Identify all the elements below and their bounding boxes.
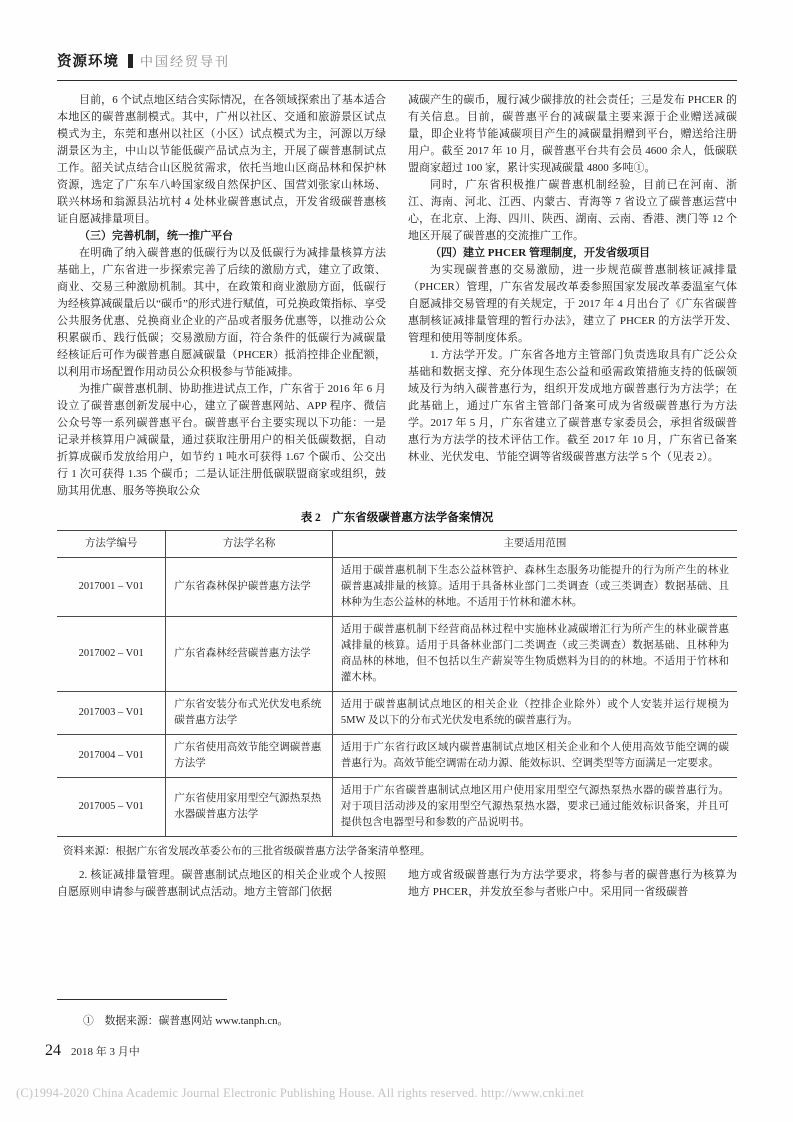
method-scope: 适用于碳普惠制试点地区的相关企业（控排企业除外）或个人安装并运行规模为 5MW 及以下的分布式光伏发电系统的碳普惠行为。 <box>332 692 737 735</box>
method-name: 广东省安装分布式光伏发电系统碳普惠方法学 <box>166 692 333 735</box>
table-header-row <box>57 531 737 558</box>
method-scope: 适用于碳普惠机制下生态公益林管护、森林生态服务功能提升的行为所产生的林业碳普惠减排量的核算。适用于具备林业部门二类调查（或三类调查）数据基础、且林种为生态公益林的林地。不适用于竹林和灌木林。 <box>332 558 737 617</box>
table-row <box>57 692 737 735</box>
paragraph: 1. 方法学开发。广东省各地方主管部门负责选取具有广泛公众基础和数据支撑、充分体现生态公益和亟需政策措施支持的低碳领域及行为纳入碳普惠行为，组织开发成地方碳普惠行为方法学；在此基础上，通过广东省主管部门备案可成为省级碳普惠行为方法学。2017 年 5 月，广东省建立了碳普惠专家委员会，承担省级碳普惠行为方法学的技术评估工作。截至 2017 年 10 月，广东省已备案林业、光伏发电、节能空调等省级碳普惠方法学 5 个（见表 2）。 <box>408 349 737 463</box>
method-name: 广东省森林保护碳普惠方法学 <box>166 558 333 617</box>
methodology-table <box>57 530 737 837</box>
left-column <box>57 92 386 500</box>
column-header-name: 方法学名称 <box>166 531 333 558</box>
method-scope: 适用于碳普惠机制下经营商品林过程中实施林业减碳增汇行为所产生的林业碳普惠减排量的核算。适用于具备林业部门二类调查（或三类调查）数据基础、且林种为商品林的林地，但不包括以生产薪炭等生物质燃料为目的的林地。不适用于竹林和灌木林。 <box>332 617 737 692</box>
bottom-columns <box>57 867 737 901</box>
section-heading-3: （三）完善机制，统一推广平台 <box>79 230 233 242</box>
column-header-scope: 主要适用范围 <box>332 531 737 558</box>
footnote-block <box>57 999 477 1028</box>
table-row <box>57 778 737 837</box>
table-row <box>57 617 737 692</box>
footnote-text: ① 数据来源：碳普惠网站 www.tanph.cn。 <box>83 1015 289 1027</box>
table-title: 表 2 广东省级碳普惠方法学备案情况 <box>300 512 494 524</box>
body-columns <box>57 92 737 500</box>
paragraph: 减碳产生的碳币，履行减少碳排放的社会责任；三是发布 PHCER 的有关信息。目前，碳普惠平台的减碳量主要来源于企业赠送减碳量，即企业将节能减碳项目产生的减碳量捐赠到平台，赠送给注册用户。截至 2017 年 10 月，碳普惠平台共有会员 4600 余人，低碳联盟商家超过 100 家，累计实现减碳量 4800 多吨①。 <box>408 94 737 174</box>
section-label: 资源环境 <box>57 54 119 70</box>
paragraph: 在明确了纳入碳普惠的低碳行为以及低碳行为减排量核算方法基础上，广东省进一步探索完善了后续的激励方式，建立了政策、商业、交易三种激励机制。其中，在政策和商业激励方面，低碳行为经核算减碳量后以“碳币”的形式进行赋值，可兑换政策指标、享受公共服务优惠、兑换商业企业的产品或者服务优惠等，以推动公众积累碳币、践行低碳；交易激励方面，符合条件的低碳行为减碳量经核证后可作为碳普惠自愿减碳量（PHCER）抵消控排企业配额，以利用市场配置作用动员公众积极参与节能减排。 <box>57 247 386 378</box>
method-id: 2017001 – V01 <box>57 558 166 617</box>
bottom-left-column <box>57 867 386 901</box>
bottom-right-column <box>408 867 737 901</box>
page-footer <box>45 1042 140 1060</box>
copyright-notice: (C)1994-2020 China Academic Journal Electronic Publishing House. All rights reserved. http://www.cnki.net <box>16 1086 585 1100</box>
footnote-divider <box>57 999 227 1000</box>
method-name: 广东省使用家用型空气源热泵热水器碳普惠方法学 <box>166 778 333 837</box>
section-heading-4: （四）建立 PHCER 管理制度，开发省级项目 <box>430 247 650 259</box>
paragraph: 为实现碳普惠的交易激励，进一步规范碳普惠制核证减排量（PHCER）管理，广东省发展改革委参照国家发展改革委温室气体自愿减排交易管理的有关规定，于 2017 年 4 月出台了《广东省碳普惠制核证减排量管理的暂行办法》，建立了 PHCER 的方法学开发、管理和使用等制度体系。 <box>408 264 737 344</box>
table-source-note: 资料来源：根据广东省发展改革委公布的三批省级碳普惠方法学备案清单整理。 <box>63 846 431 857</box>
method-name: 广东省使用高效节能空调碳普惠方法学 <box>166 735 333 778</box>
journal-header <box>57 0 737 81</box>
method-id: 2017002 – V01 <box>57 617 166 692</box>
paragraph: 2. 核证减排量管理。碳普惠制试点地区的相关企业或个人按照自愿原则申请参与碳普惠制试点活动。地方主管部门依据 <box>57 869 386 898</box>
journal-title: 中国经贸导刊 <box>140 54 231 69</box>
right-column <box>408 92 737 500</box>
issue-label: 2018 年 3 月中 <box>71 1046 140 1058</box>
method-scope: 适用于广东省行政区域内碳普惠制试点地区相关企业和个人使用高效节能空调的碳普惠行为。高效节能空调需在动力源、能效标识、空调类型等方面满足一定要求。 <box>332 735 737 778</box>
paragraph: 为推广碳普惠机制、协助推进试点工作，广东省于 2016 年 6 月设立了碳普惠创新发展中心，建立了碳普惠网站、APP 程序、微信公众号等一系列碳普惠平台。碳普惠平台主要实现以下功能：一是记录并核算用户减碳量，通过获取注册用户的相关低碳数据，自动折算成碳币发放给用户，如节约 1 吨水可获得 1.67 个碳币、公交出行 1 次可获得 1.35 个碳币；二是认证注册低碳联盟商家或组织，鼓励其用优惠、服务等换取公众 <box>57 383 386 497</box>
method-id: 2017005 – V01 <box>78 801 144 812</box>
paragraph: 目前，6 个试点地区结合实际情况，在各领域探索出了基本适合本地区的碳普惠制模式。其中，广州以社区、交通和旅游景区试点模式为主，东莞和惠州以社区（小区）试点模式为主，河源以万绿湖景区为主，中山以节能低碳产品试点为主，开展了碳普惠制试点工作。韶关试点结合山区脱贫需求，依托当地山区商品林和保护林资源，选定了广东车八岭国家级自然保护区、国营刘张家山林场、联兴林场和翁源县沾坑村 4 处林业碳普惠试点，开发省级碳普惠核证自愿减排量项目。 <box>57 94 386 225</box>
column-header-id: 方法学编号 <box>57 531 166 558</box>
paragraph: 同时，广东省积极推广碳普惠机制经验，目前已在河南、浙江、海南、河北、江西、内蒙古、青海等 7 省设立了碳普惠运营中心，在北京、上海、四川、陕西、湖南、云南、香港、澳门等 12 个地区开展了碳普惠的交流推广工作。 <box>408 179 737 242</box>
method-id: 2017003 – V01 <box>57 692 166 735</box>
page-number: 24 <box>45 1042 61 1059</box>
paragraph: 地方或省级碳普惠行为方法学要求，将参与者的碳普惠行为核算为地方 PHCER，并发放至参与者账户中。采用同一省级碳普 <box>408 869 737 898</box>
method-id: 2017004 – V01 <box>57 735 166 778</box>
header-divider-bar-icon <box>128 54 133 68</box>
table-row <box>57 558 737 617</box>
method-scope: 适用于广东省碳普惠制试点地区用户使用家用型空气源热泵热水器的碳普惠行为。对于项目活动涉及的家用型空气源热泵热水器，要求已通过能效标识备案，并且可提供包含电器型号和参数的产品说明书。 <box>332 778 737 837</box>
table-row <box>57 735 737 778</box>
method-name: 广东省森林经营碳普惠方法学 <box>166 617 333 692</box>
